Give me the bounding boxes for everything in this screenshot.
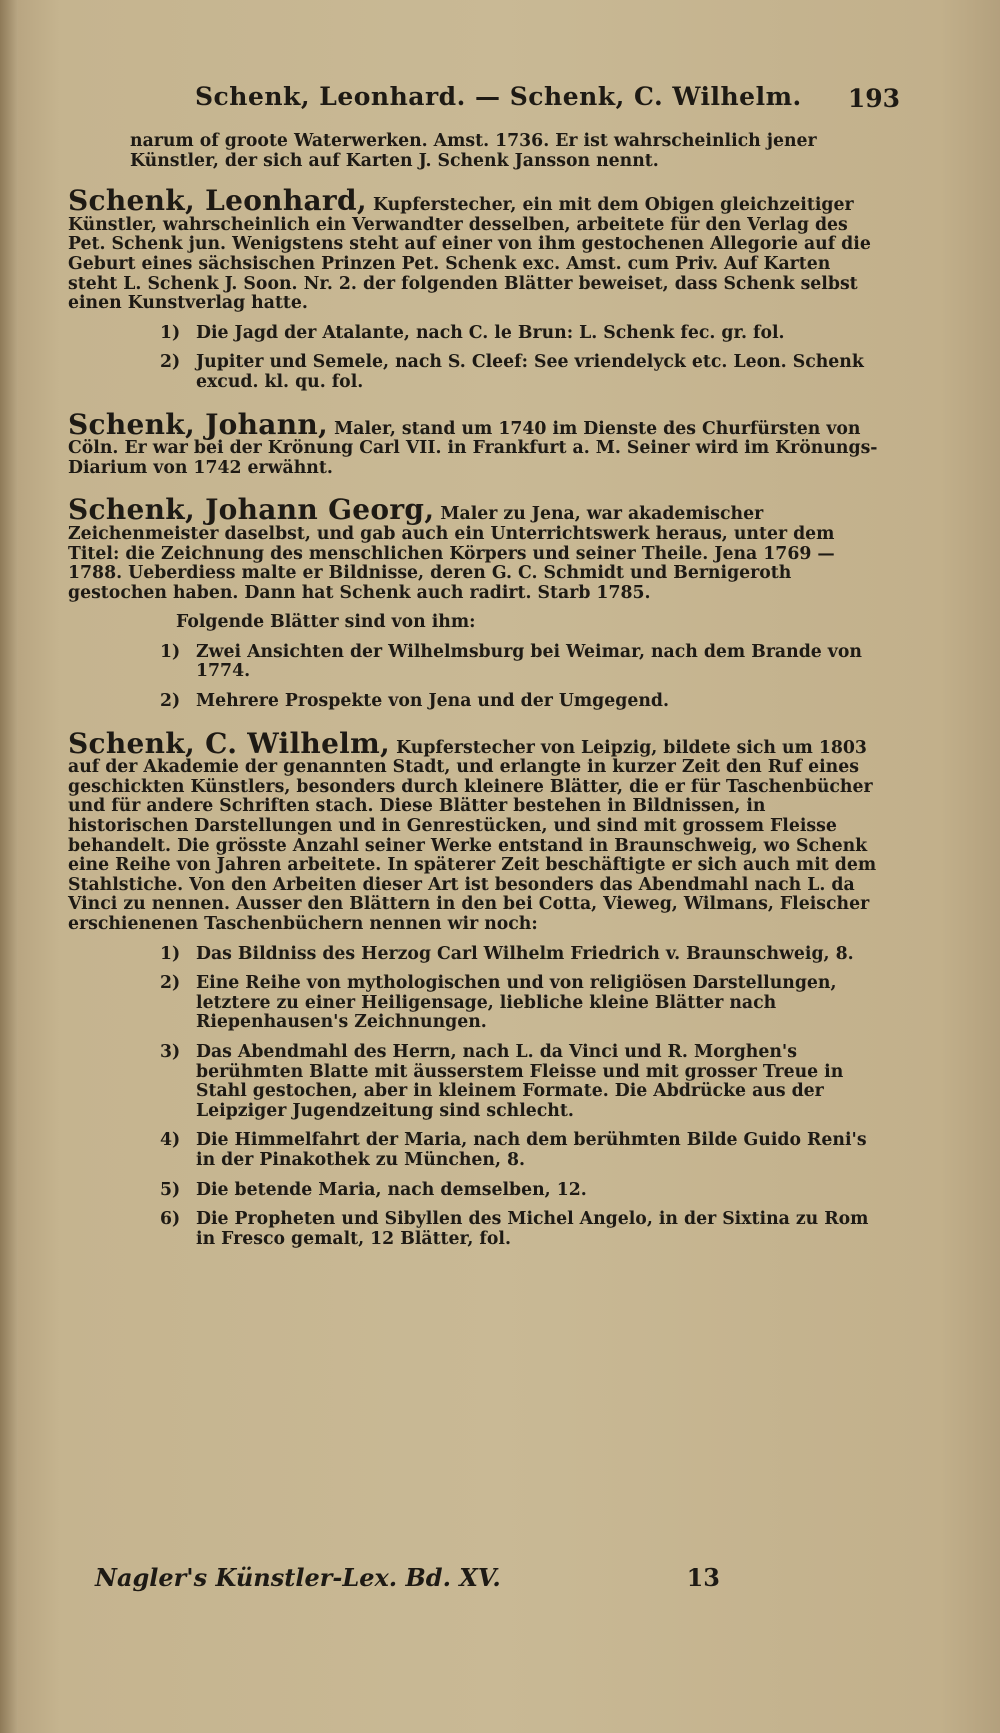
item-number: 1) bbox=[160, 943, 181, 964]
list-item bbox=[68, 1210, 880, 1249]
item-text: Die betende Maria, nach demselben, 12. bbox=[196, 1179, 587, 1200]
list-item bbox=[68, 1181, 880, 1201]
entry-text: Kupferstecher von Leipzig, bildete sich um 1803 auf der Akademie der genannten Stadt, und erlangte in kurzer Zeit den Ruf eines geschickten Künstlers, besonders durch kleinere Blätter, die er für Taschenbücher und für andere Schriften stach. Diese Blätter bestehen in Bildnissen, in historischen Darstellungen und in Genrestücken, und sind mit grossem Fleisse behandelt. Die grösste Anzahl seiner Werke entstand in Braunschweig, wo Schenk eine Reihe von Jahren arbeitete. In späterer Zeit beschäftigte er sich auch mit dem Stahlstiche. Von den Arbeiten dieser Art ist besonders das Abendmahl nach L. da Vinci zu nennen. Ausser den Blättern in den bei Cotta, Vieweg, Wilmans, Fleischer erschienenen Taschenbüchern nennen wir noch: bbox=[68, 737, 877, 934]
item-text: Eine Reihe von mythologischen und von religiösen Darstellungen, letztere zu einer Heiligensage, liebliche kleine Blätter nach Riepenhausen's Zeichnungen. bbox=[196, 973, 837, 1033]
item-number: 5) bbox=[160, 1179, 181, 1200]
list-item bbox=[68, 353, 880, 392]
sheet-number: 13 bbox=[686, 1563, 720, 1592]
page-footer bbox=[95, 1563, 720, 1597]
entry-name: Schenk, Johann Georg, bbox=[68, 493, 435, 527]
list-item bbox=[68, 692, 880, 712]
item-number: 2) bbox=[160, 691, 181, 712]
entry-text: Maler zu Jena, war akademischer Zeichenmeister daselbst, und gab auch ein Unterrichtswerk heraus, unter dem Titel: die Zeichnung des menschlichen Körpers und seiner Theile. Jena 1769 — 1788. Ueberdiess malte er Bildnisse, deren G. C. Schmidt und Bernigeroth gestochen haben. Dann hat Schenk auch radirt. Starb 1785. bbox=[68, 504, 835, 603]
footer-signature: Nagler's Künstler-Lex. Bd. XV. bbox=[95, 1563, 501, 1592]
entry-text: Maler, stand um 1740 im Dienste des Churfürsten von Cöln. Er war bei der Krönung Carl VII. in Frankfurt a. M. Seiner wird im Krönungs-Diarium von 1742 erwähnt. bbox=[68, 418, 878, 478]
item-text: Das Abendmahl des Herrn, nach L. da Vinci und R. Morghen's berühmten Blatte mit äusserstem Fleisse und mit grosser Treue in Stahl gestochen, aber in kleinem Formate. Die Abdrücke aus der Leipziger Jugendzeitung sind schlecht. bbox=[196, 1041, 844, 1121]
item-text: Die Propheten und Sibyllen des Michel Angelo, in der Sixtina zu Rom in Fresco gemalt, 12 Blätter, fol. bbox=[196, 1209, 869, 1249]
entry-name: Schenk, Johann, bbox=[68, 407, 329, 441]
item-number: 1) bbox=[160, 641, 181, 662]
item-text: Jupiter und Semele, nach S. Cleef: See vriendelyck etc. Leon. Schenk excud. kl. qu. fol. bbox=[196, 352, 864, 392]
item-number: 2) bbox=[160, 973, 181, 994]
entry-schenk-johann-georg bbox=[68, 493, 880, 712]
entry-name: Schenk, Leonhard, bbox=[68, 184, 367, 218]
list-item bbox=[68, 1131, 880, 1170]
entry-text: Kupferstecher, ein mit dem Obigen gleichzeitiger Künstler, wahrscheinlich ein Verwandter desselben, arbeitete für den Verlag des Pet. Schenk jun. Wenigstens steht auf einer von ihm gestochenen Allegorie auf die Geburt eines sächsischen Prinzen Pet. Schenk exc. Amst. cum Priv. Auf Karten steht L. Schenk J. Soon. Nr. 2. der folgenden Blätter beweiset, dass Schenk selbst einen Kunstverlag hatte. bbox=[68, 195, 871, 314]
page-number: 193 bbox=[847, 84, 900, 113]
item-number: 1) bbox=[160, 322, 181, 343]
entry-schenk-johann bbox=[68, 407, 880, 479]
page-body bbox=[68, 132, 880, 1249]
item-number: 4) bbox=[160, 1130, 181, 1151]
entry-name: Schenk, C. Wilhelm, bbox=[68, 726, 391, 760]
entry-schenk-c-wilhelm bbox=[68, 726, 880, 1250]
item-text: Die Himmelfahrt der Maria, nach dem berühmten Bilde Guido Reni's in der Pinakothek zu München, 8. bbox=[196, 1130, 867, 1170]
list-item bbox=[68, 643, 880, 682]
item-text: Zwei Ansichten der Wilhelmsburg bei Weimar, nach dem Brande von 1774. bbox=[196, 641, 862, 682]
item-text: Das Bildniss des Herzog Carl Wilhelm Friedrich v. Braunschweig, 8. bbox=[196, 943, 854, 964]
item-text: Die Jagd der Atalante, nach C. le Brun: L. Schenk fec. gr. fol. bbox=[196, 322, 785, 343]
item-number: 6) bbox=[160, 1209, 181, 1230]
running-header bbox=[195, 82, 900, 122]
list-item bbox=[68, 1043, 880, 1121]
header-title: Schenk, Leonhard. — Schenk, C. Wilhelm. bbox=[195, 82, 802, 111]
list-item bbox=[68, 945, 880, 965]
list-subheading: Folgende Blätter sind von ihm: bbox=[176, 612, 476, 633]
page-spine-shadow bbox=[0, 0, 18, 1733]
item-text: Mehrere Prospekte von Jena und der Umgegend. bbox=[196, 691, 670, 712]
list-item bbox=[68, 324, 880, 344]
intro-paragraph: narum of groote Waterwerken. Amst. 1736. Er ist wahrscheinlich jener Künstler, der sich auf Karten J. Schenk Jansson nennt. bbox=[130, 131, 817, 171]
item-number: 3) bbox=[160, 1041, 181, 1062]
item-number: 2) bbox=[160, 352, 181, 373]
entry-schenk-leonhard bbox=[68, 184, 880, 392]
list-item bbox=[68, 974, 880, 1033]
